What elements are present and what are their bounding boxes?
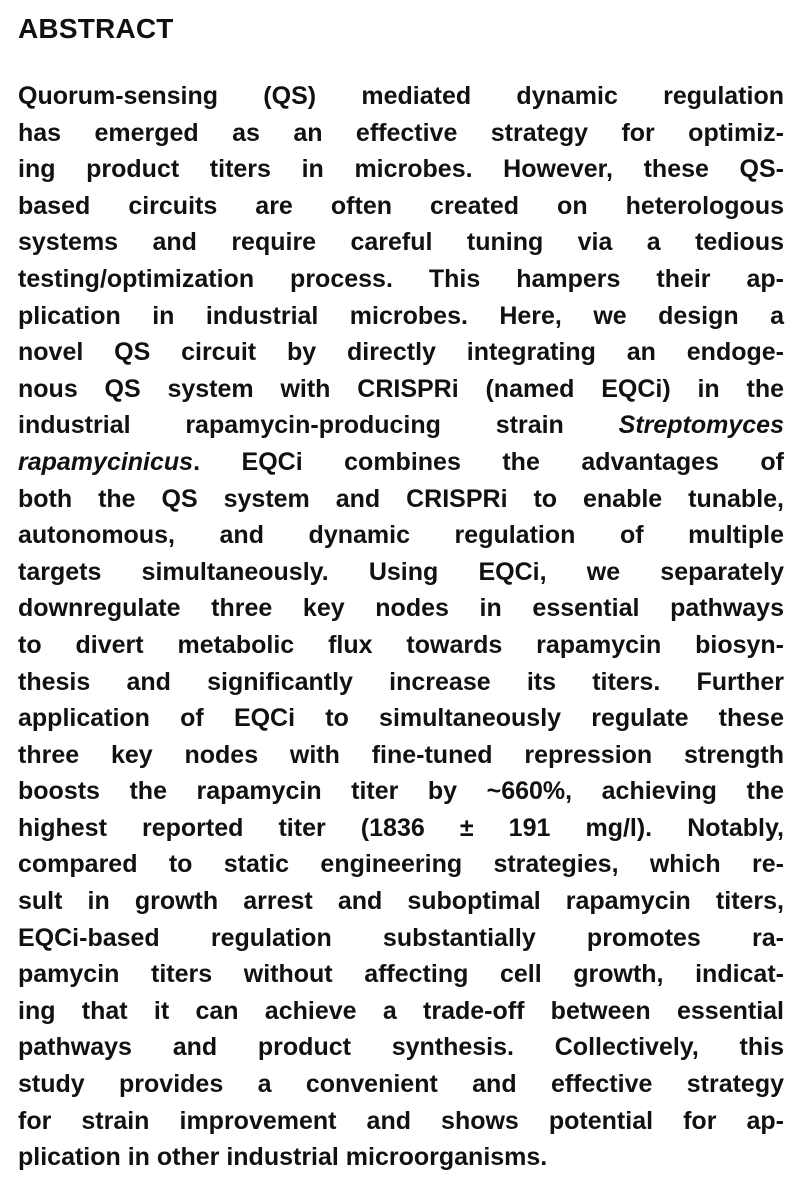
abstract-line: autonomous, and dynamic regulation of multiple <box>18 521 784 550</box>
abstract-line: both the QS system and CRISPRi to enable tunable, <box>18 484 784 513</box>
abstract-line: pathways and product synthesis. Collectively, this <box>18 1033 784 1062</box>
abstract-line: boosts the rapamycin titer by ~660%, achieving the <box>18 777 784 806</box>
abstract-line: has emerged as an effective strategy for optimiz- <box>18 118 784 147</box>
abstract-line: application of EQCi to simultaneously regulate these <box>18 704 784 733</box>
abstract-line: industrial rapamycin-producing strain Streptomyces <box>18 411 784 440</box>
abstract-line: ing that it can achieve a trade-off between essential <box>18 996 784 1025</box>
abstract-line: study provides a convenient and effective strategy <box>18 1070 784 1099</box>
abstract-line: testing/optimization process. This hampers their ap- <box>18 264 784 293</box>
abstract-line: thesis and significantly increase its titers. Further <box>18 667 784 696</box>
abstract-line: novel QS circuit by directly integrating an endoge- <box>18 338 784 367</box>
abstract-line: plication in other industrial microorganisms. <box>18 1143 548 1172</box>
species-name-genus: Streptomyces <box>618 411 784 440</box>
abstract-body <box>18 78 784 1176</box>
abstract-line: nous QS system with CRISPRi (named EQCi) in the <box>18 374 784 403</box>
abstract-line: highest reported titer (1836 ± 191 mg/l). Notably, <box>18 813 784 842</box>
abstract-section <box>18 10 784 1176</box>
abstract-line: compared to static engineering strategies, which re- <box>18 850 784 879</box>
abstract-line: to divert metabolic flux towards rapamycin biosyn- <box>18 630 784 659</box>
abstract-line: Quorum-sensing (QS) mediated dynamic regulation <box>18 82 784 110</box>
abstract-line: plication in industrial microbes. Here, we design a <box>18 301 784 330</box>
abstract-line: based circuits are often created on heterologous <box>18 191 784 220</box>
abstract-line: downregulate three key nodes in essential pathways <box>18 594 784 623</box>
abstract-line: targets simultaneously. Using EQCi, we separately <box>18 557 784 586</box>
abstract-line: EQCi-based regulation substantially promotes ra- <box>18 923 784 952</box>
abstract-line: systems and require careful tuning via a tedious <box>18 228 784 257</box>
abstract-line: ing product titers in microbes. However, these QS- <box>18 155 784 184</box>
abstract-heading: ABSTRACT <box>18 13 174 44</box>
abstract-line: pamycin titers without affecting cell growth, indicat- <box>18 960 784 989</box>
abstract-line: sult in growth arrest and suboptimal rapamycin titers, <box>18 887 784 916</box>
abstract-line: for strain improvement and shows potential for ap- <box>18 1106 784 1135</box>
species-name-epithet: rapamycinicus <box>18 447 194 476</box>
abstract-line: three key nodes with fine-tuned repression strength <box>18 740 784 769</box>
abstract-line: rapamycinicus. EQCi combines the advantages of <box>18 447 784 476</box>
